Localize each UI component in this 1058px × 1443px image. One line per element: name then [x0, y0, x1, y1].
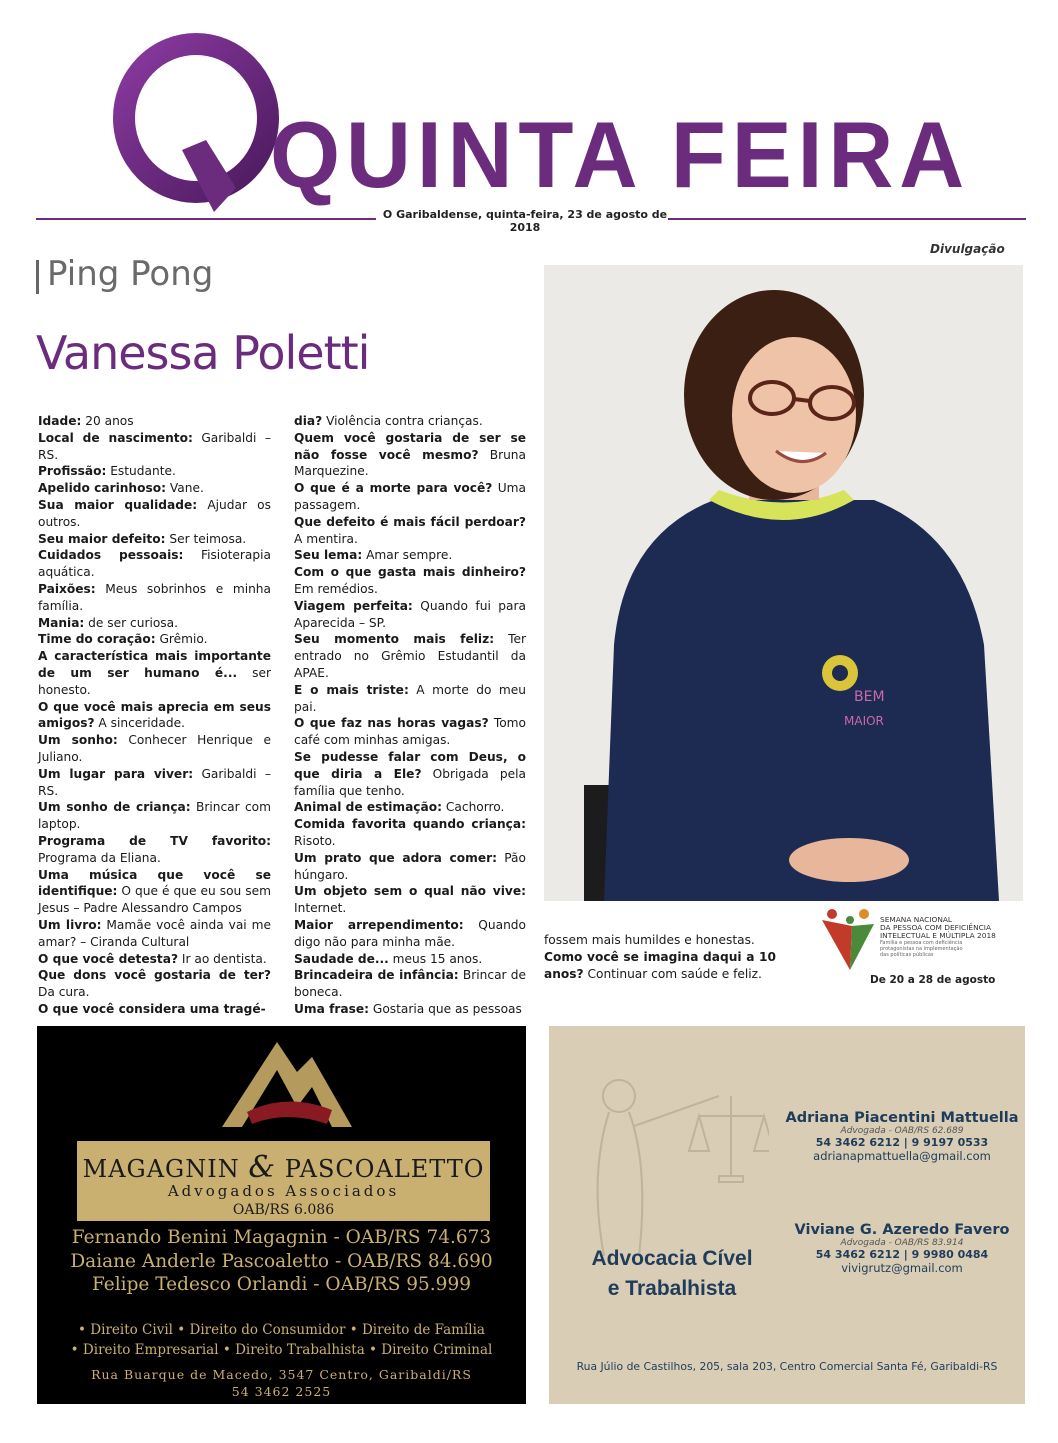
- lawyer-2-name: Viviane G. Azeredo Favero: [794, 1222, 1010, 1238]
- lawyer-1-phone: 54 3462 6212 | 9 9197 0533: [815, 1136, 989, 1149]
- interview-question: Programa de TV favorito:: [38, 833, 271, 848]
- interview-question: Idade:: [38, 414, 82, 428]
- event-line-1: SEMANA NACIONAL: [880, 915, 953, 924]
- interview-question: dia?: [294, 414, 323, 428]
- interview-answer: Cachorro.: [442, 800, 505, 815]
- interview-answer: Brincar com laptop.: [38, 800, 271, 832]
- interview-answer: A sinceridade.: [94, 716, 185, 731]
- firm-name-2: PASCOALETTO: [284, 1155, 485, 1183]
- justice-statue-icon: [579, 1056, 769, 1256]
- interview-question: Uma frase:: [294, 1001, 369, 1016]
- interview-item: [294, 547, 526, 564]
- interview-question: Mania:: [38, 615, 85, 630]
- interview-question: Local de nascimento:: [38, 430, 193, 445]
- interview-answer: Meus sobrinhos e minha família.: [38, 581, 271, 613]
- interview-question: Paixões:: [38, 581, 96, 596]
- interview-question: Time do coração:: [38, 632, 156, 647]
- interview-answer: Ter entrado no Grêmio Estudantil da APAE.: [294, 632, 526, 680]
- lawyer-2-phone: 54 3462 6212 | 9 9980 0484: [815, 1248, 989, 1261]
- interview-item: [38, 732, 271, 766]
- lawyer-1-name: Adriana Piacentini Mattuella: [785, 1110, 1019, 1126]
- interview-answer: Obrigada pela família que tenho.: [294, 766, 526, 798]
- interview-question: Quem você gostaria de ser se não fosse você mesmo?: [294, 430, 526, 462]
- interview-item: [294, 631, 526, 681]
- lawyer-2: Daiane Anderle Pascoaletto - OAB/RS 84.690: [70, 1250, 493, 1272]
- interview-item: [294, 514, 526, 548]
- interview-question: Que defeito é mais fácil perdoar?: [294, 514, 526, 529]
- interview-answer: Continuar com saúde e feliz.: [583, 966, 762, 981]
- interview-answer: Risoto.: [294, 833, 336, 848]
- interview-answer: Garibaldi – RS.: [38, 766, 271, 798]
- interview-answer: Fisioterapia aquática.: [38, 548, 271, 580]
- interview-question: A característica mais importante de um ser humano é...: [38, 649, 271, 680]
- event-line-4: Família e pessoa com deficiência: [880, 940, 963, 946]
- advocacy-ad: [549, 1026, 1025, 1404]
- interview-answer: fossem mais humildes e honestas.: [544, 933, 755, 947]
- svg-text:MAIOR: MAIOR: [844, 714, 884, 728]
- interview-item: [38, 799, 271, 833]
- interview-answer: Brincar de boneca.: [294, 968, 526, 1000]
- interview-item: [38, 430, 271, 464]
- interview-answer: Amar sempre.: [362, 548, 453, 563]
- office-address: Rua Júlio de Castilhos, 205, sala 203, Centro Comercial Santa Fé, Garibaldi-RS: [576, 1360, 998, 1373]
- practice-areas-1: • Direito Civil • Direito do Consumidor • Direito de Família: [78, 1322, 485, 1338]
- interview-answer: Ir ao dentista.: [178, 951, 267, 966]
- interview-item: [294, 682, 526, 716]
- logo-q-icon: [124, 44, 268, 212]
- event-line-3: INTELECTUAL E MÚLTIPLA 2018: [880, 931, 996, 940]
- interview-item: [294, 883, 526, 917]
- masthead-title: QUINTA FEIRA: [270, 102, 970, 207]
- interview-answer: Ajudar os outros.: [38, 497, 271, 529]
- interview-question: O que é a morte para você?: [294, 481, 493, 496]
- firm-oab: OAB/RS 6.086: [232, 1202, 335, 1218]
- interview-question: E o mais triste:: [294, 682, 409, 697]
- interview-item: [38, 951, 271, 968]
- interview-item: [544, 949, 776, 983]
- interview-item: [38, 648, 271, 698]
- interview-item: [38, 833, 271, 867]
- interview-answer: Quando fui para Aparecida – SP.: [294, 598, 526, 630]
- lawyer-2-role: Advogada - OAB/RS 83.914: [840, 1238, 964, 1248]
- lawyer-1: Fernando Benini Magagnin - OAB/RS 74.673: [71, 1227, 492, 1248]
- interview-item: [38, 497, 271, 531]
- interview-column-3: [544, 932, 776, 982]
- interview-item: [294, 816, 526, 850]
- practice-areas-2: • Direito Empresarial • Direito Trabalhista • Direito Criminal: [70, 1342, 493, 1358]
- interview-item: [38, 917, 271, 951]
- interview-question: Sua maior qualidade:: [38, 497, 198, 512]
- interview-answer: Da cura.: [38, 985, 90, 1000]
- interview-item: [38, 615, 271, 632]
- firm-phone: 54 3462 2525: [231, 1384, 332, 1399]
- interview-question: Profissão:: [38, 464, 107, 479]
- event-emblem-icon: [818, 906, 878, 970]
- interview-question: Um livro:: [38, 917, 102, 932]
- event-line-6: das políticas públicas: [880, 952, 934, 958]
- interview-item: [38, 867, 271, 917]
- interview-item: [38, 547, 271, 581]
- interview-question: Seu lema:: [294, 548, 363, 563]
- interview-question: Que dons você gostaria de ter?: [38, 968, 271, 983]
- interview-question: Um sonho de criança:: [38, 800, 191, 815]
- interview-item: [38, 699, 271, 733]
- event-dates: De 20 a 28 de agosto: [870, 974, 996, 986]
- interview-question: Saudade de...: [294, 951, 389, 966]
- lawyer-1-role: Advogada - OAB/RS 62.689: [840, 1126, 964, 1136]
- interview-answer: A mentira.: [294, 531, 358, 546]
- interview-answer: Conhecer Henrique e Juliano.: [38, 733, 271, 764]
- firm-subtitle: Advogados Associados: [167, 1182, 400, 1200]
- interview-answer: Vane.: [165, 481, 204, 496]
- interview-question: Como você se imagina daqui a 10 anos?: [544, 949, 776, 981]
- interview-question: O que faz nas horas vagas?: [294, 716, 489, 731]
- interview-answer: Pão húngaro.: [294, 850, 526, 882]
- interview-question: Apelido carinhoso:: [38, 481, 166, 496]
- interview-answer: Gostaria que as pessoas: [369, 1001, 522, 1016]
- interview-question: Seu momento mais feliz:: [294, 632, 495, 647]
- masthead: [0, 0, 1058, 230]
- interview-answer: Quando digo não para minha mãe.: [294, 917, 526, 949]
- interview-answer: meus 15 anos.: [388, 951, 483, 966]
- interview-item: [294, 413, 526, 430]
- interview-question: Com o que gasta mais dinheiro?: [294, 565, 526, 580]
- interview-question: Um objeto sem o qual não vive:: [294, 884, 526, 899]
- interview-question: Comida favorita quando criança:: [294, 817, 526, 832]
- interview-question: O que você detesta?: [38, 951, 179, 966]
- interview-question: Se pudesse falar com Deus, o que diria a Ele?: [294, 749, 526, 781]
- lawyer-3: Felipe Tedesco Orlandi - OAB/RS 95.999: [91, 1274, 471, 1295]
- interview-question: O que você considera uma tragé-: [38, 1001, 266, 1016]
- interview-item: [38, 413, 271, 430]
- interview-item: [544, 932, 776, 949]
- interview-answer: Mamãe você ainda vai me amar? – Ciranda Cultural: [38, 917, 271, 949]
- interview-column-1: [38, 413, 271, 1018]
- interview-item: [294, 480, 526, 514]
- interview-answer: Internet.: [294, 901, 347, 916]
- interview-item: [294, 951, 526, 968]
- interview-item: [38, 463, 271, 480]
- interview-item: [38, 967, 271, 1001]
- event-line-5: protagonistas na implementação: [880, 946, 963, 952]
- interview-item: [294, 799, 526, 816]
- svg-text:BEM: BEM: [854, 689, 885, 705]
- interview-answer: ser honesto.: [38, 665, 271, 697]
- interview-question: Brincadeira de infância:: [294, 968, 459, 983]
- interview-question: Uma música que você se identifique:: [38, 867, 271, 899]
- section-label: Ping Pong: [47, 254, 214, 294]
- portrait-photo: [544, 265, 1023, 901]
- firm-name-1: MAGAGNIN: [82, 1155, 240, 1183]
- interview-question: Um prato que adora comer:: [294, 850, 497, 865]
- interview-item: [38, 581, 271, 615]
- event-line-2: DA PESSOA COM DEFICIÊNCIA: [880, 923, 991, 932]
- interview-item: [294, 749, 526, 799]
- interview-column-2: [294, 413, 526, 1018]
- interview-item: [294, 430, 526, 480]
- event-logo: [818, 906, 1018, 970]
- interview-question: Viagem perfeita:: [294, 598, 413, 613]
- interview-answer: Uma passagem.: [294, 481, 526, 512]
- interview-item: [294, 1001, 526, 1018]
- ad-headline-1: Advocacia Cível: [591, 1247, 753, 1270]
- lawyer-2-email[interactable]: vivigrutz@gmail.com: [841, 1261, 963, 1275]
- interview-question: Um sonho:: [38, 733, 118, 748]
- interview-answer: Em remédios.: [294, 581, 378, 596]
- law-firm-ad: [37, 1026, 526, 1404]
- photo-credit: Divulgação: [930, 242, 1005, 256]
- firm-ampersand: &: [248, 1150, 277, 1185]
- mountain-logo-icon: [217, 1032, 357, 1132]
- interview-answer: Garibaldi – RS.: [38, 430, 271, 462]
- dateline: O Garibaldense, quinta-feira, 23 de agosto de 2018: [382, 208, 668, 234]
- interview-item: [38, 631, 271, 648]
- interview-answer: O que é que eu sou sem Jesus – Padre Alessandro Campos: [38, 884, 271, 916]
- interview-item: [38, 766, 271, 800]
- interview-answer: A morte do meu pai.: [294, 682, 526, 714]
- interview-question: O que você mais aprecia em seus amigos?: [38, 699, 271, 731]
- interview-answer: 20 anos: [81, 414, 134, 428]
- interview-question: Seu maior defeito:: [38, 531, 166, 546]
- interview-answer: Ser teimosa.: [165, 531, 247, 546]
- person-name: Vanessa Poletti: [36, 326, 370, 380]
- interview-item: [294, 967, 526, 1001]
- interview-answer: de ser curiosa.: [84, 615, 178, 630]
- lawyer-1-email[interactable]: adrianapmattuella@gmail.com: [813, 1149, 991, 1163]
- interview-answer: Violência contra crianças.: [322, 414, 483, 428]
- interview-question: Cuidados pessoais:: [38, 548, 184, 563]
- interview-answer: Programa da Eliana.: [38, 850, 161, 865]
- interview-answer: Grêmio.: [155, 632, 208, 647]
- interview-item: [38, 1001, 271, 1018]
- firm-address: Rua Buarque de Macedo, 3547 Centro, Garibaldi/RS: [91, 1367, 472, 1382]
- interview-question: Animal de estimação:: [294, 800, 443, 815]
- interview-item: [294, 917, 526, 951]
- interview-question: Um lugar para viver:: [38, 766, 194, 781]
- section-divider: [36, 260, 39, 294]
- interview-answer: Bruna Marquezine.: [294, 447, 526, 479]
- interview-item: [294, 715, 526, 749]
- interview-item: [294, 850, 526, 884]
- interview-answer: Estudante.: [106, 464, 176, 479]
- interview-item: [294, 598, 526, 632]
- interview-item: [294, 564, 526, 598]
- interview-item: [38, 531, 271, 548]
- interview-item: [38, 480, 271, 497]
- ad-headline-2: e Trabalhista: [607, 1277, 737, 1300]
- interview-answer: Tomo café com minhas amigas.: [294, 716, 526, 748]
- interview-question: Maior arrependimento:: [294, 917, 464, 932]
